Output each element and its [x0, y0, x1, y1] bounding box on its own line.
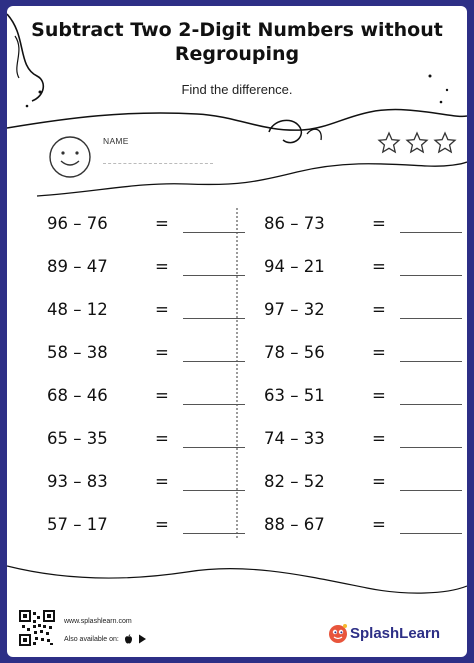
title-line-1: Subtract Two 2-Digit Numbers without — [31, 19, 443, 41]
answer-blank[interactable] — [400, 533, 462, 534]
answer-blank[interactable] — [183, 318, 245, 319]
answer-blank[interactable] — [183, 533, 245, 534]
rating-stars — [377, 131, 459, 155]
answer-blank[interactable] — [400, 404, 462, 405]
available-on-label: Also available on: — [64, 635, 119, 643]
equals-sign: = — [155, 386, 169, 405]
brand-name: SplashLearn — [350, 625, 441, 642]
worksheet — [7, 6, 467, 657]
equals-sign: = — [372, 300, 386, 319]
equals-sign: = — [155, 429, 169, 448]
equals-sign: = — [155, 257, 169, 276]
website-link[interactable]: www.splashlearn.com — [64, 618, 132, 625]
star-icon — [435, 133, 455, 152]
problem-expression: 48 – 12 — [47, 300, 108, 319]
name-label: NAME — [103, 136, 129, 146]
equals-sign: = — [372, 343, 386, 362]
equals-sign: = — [155, 515, 169, 534]
problem-expression: 74 – 33 — [264, 429, 325, 448]
qr-code[interactable] — [19, 610, 55, 646]
title-line-2: Regrouping — [174, 43, 300, 65]
problem-expression: 65 – 35 — [47, 429, 108, 448]
splashlearn-logo-icon — [327, 622, 349, 644]
smiley-face-icon — [47, 134, 93, 180]
name-input-line[interactable] — [103, 163, 213, 164]
available-on — [64, 634, 147, 644]
problem-expression: 57 – 17 — [47, 515, 108, 534]
column-divider — [236, 208, 238, 538]
google-play-icon[interactable] — [138, 634, 147, 644]
answer-blank[interactable] — [400, 318, 462, 319]
worksheet-title — [7, 18, 467, 66]
problem-expression: 88 – 67 — [264, 515, 325, 534]
answer-blank[interactable] — [183, 361, 245, 362]
equals-sign: = — [372, 429, 386, 448]
equals-sign: = — [372, 214, 386, 233]
answer-blank[interactable] — [183, 232, 245, 233]
problem-expression: 97 – 32 — [264, 300, 325, 319]
star-icon — [407, 133, 427, 152]
problem-expression: 86 – 73 — [264, 214, 325, 233]
equals-sign: = — [155, 472, 169, 491]
apple-icon[interactable] — [124, 634, 133, 644]
problem-expression: 94 – 21 — [264, 257, 325, 276]
answer-blank[interactable] — [400, 361, 462, 362]
equals-sign: = — [155, 300, 169, 319]
answer-blank[interactable] — [400, 275, 462, 276]
problem-expression: 78 – 56 — [264, 343, 325, 362]
star-icon — [379, 133, 399, 152]
answer-blank[interactable] — [400, 447, 462, 448]
instruction-text: Find the difference. — [181, 82, 293, 97]
answer-blank[interactable] — [400, 232, 462, 233]
problem-expression: 89 – 47 — [47, 257, 108, 276]
problem-expression: 93 – 83 — [47, 472, 108, 491]
equals-sign: = — [372, 257, 386, 276]
equals-sign: = — [155, 214, 169, 233]
problem-expression: 58 – 38 — [47, 343, 108, 362]
answer-blank[interactable] — [183, 404, 245, 405]
equals-sign: = — [372, 472, 386, 491]
answer-blank[interactable] — [183, 275, 245, 276]
answer-blank[interactable] — [183, 447, 245, 448]
answer-blank[interactable] — [400, 490, 462, 491]
equals-sign: = — [155, 343, 169, 362]
problem-expression: 96 – 76 — [47, 214, 108, 233]
equals-sign: = — [372, 515, 386, 534]
equals-sign: = — [372, 386, 386, 405]
problem-expression: 63 – 51 — [264, 386, 325, 405]
problem-expression: 82 – 52 — [264, 472, 325, 491]
problem-expression: 68 – 46 — [47, 386, 108, 405]
answer-blank[interactable] — [183, 490, 245, 491]
